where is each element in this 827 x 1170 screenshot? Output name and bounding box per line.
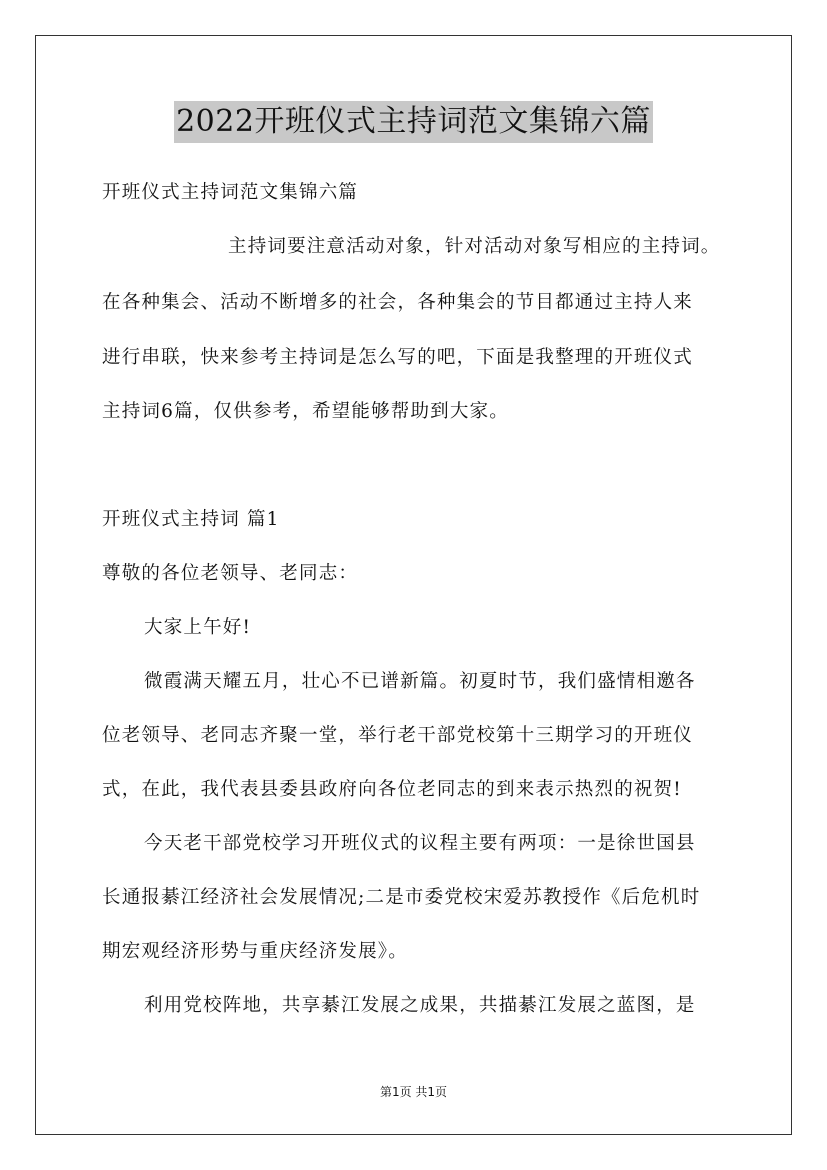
section-heading: 开班仪式主持词 篇1: [102, 509, 280, 530]
body-line: 今天老干部党校学习开班仪式的议程主要有两项：一是徐世国县: [144, 833, 696, 854]
body-line: 大家上午好!: [144, 617, 252, 638]
intro-line: 在各种集会、活动不断增多的社会，各种集会的节目都通过主持人来: [102, 292, 694, 313]
body-line: 利用党校阵地，共享綦江发展之成果，共描綦江发展之蓝图，是: [144, 995, 696, 1016]
document-title: 2022开班仪式主持词范文集锦六篇: [174, 101, 653, 143]
page-footer: 第1页 共1页: [379, 1085, 448, 1099]
body-line: 微霞满天耀五月，壮心不已谱新篇。初夏时节，我们盛情相邀各: [144, 671, 696, 692]
salutation: 尊敬的各位老领导、老同志：: [102, 563, 359, 584]
intro-line: 主持词要注意活动对象，针对活动对象写相应的主持词。: [228, 236, 721, 257]
body-line: 式，在此，我代表县委县政府向各位老同志的到来表示热烈的祝贺!: [102, 779, 682, 800]
intro-line: 主持词6篇，仅供参考，希望能够帮助到大家。: [102, 401, 509, 422]
body-line: 长通报綦江经济社会发展情况;二是市委党校宋爱苏教授作《后危机时: [102, 887, 701, 908]
title-container: [0, 101, 827, 143]
body-line: 期宏观经济形势与重庆经济发展》。: [102, 941, 408, 962]
body-line: 位老领导、老同志齐聚一堂，举行老干部党校第十三期学习的开班仪: [102, 725, 694, 746]
document-subtitle: 开班仪式主持词范文集锦六篇: [102, 182, 359, 203]
intro-line: 进行串联，快来参考主持词是怎么写的吧，下面是我整理的开班仪式: [102, 347, 694, 368]
